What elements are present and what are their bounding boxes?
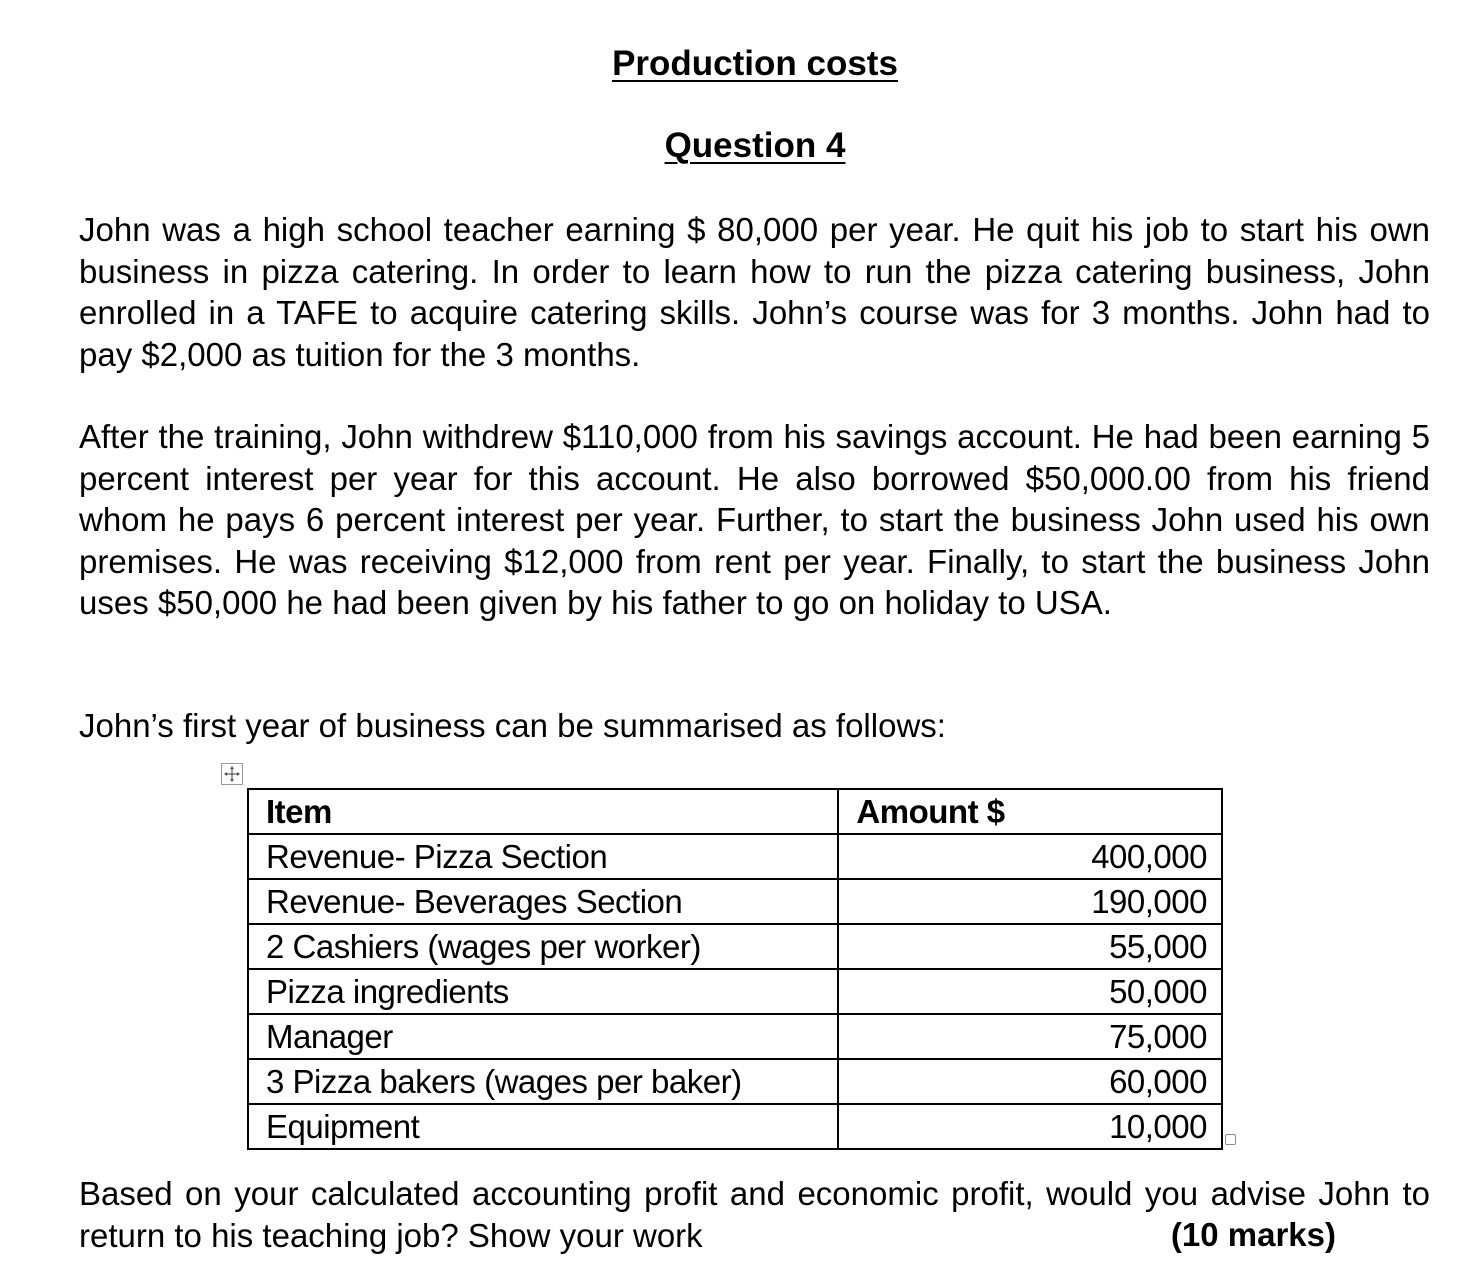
cell-amount: 75,000 [838,1014,1222,1059]
table-row [248,834,1222,879]
cell-item: 2 Cashiers (wages per worker) [248,924,838,969]
paragraph-background: John was a high school teacher earning $ 80,000 per year. He quit his job to start his own business in pizza catering. In order to learn how to run the pizza catering business, John enrolled in a TAFE to acquire catering skills. John’s course was for 3 months. John had to pay $2,000 as tuition for the 3 months. [79,211,1430,373]
cell-amount: 400,000 [838,834,1222,879]
cell-item: Equipment [248,1104,838,1149]
header-amount: Amount $ [838,789,1222,834]
table-resize-handle[interactable] [1225,1134,1236,1145]
paragraph-question: Based on your calculated accounting profit and economic profit, would you advise John to return to his teaching job? Show your work [79,1175,1430,1254]
cell-amount: 55,000 [838,924,1222,969]
cell-item: 3 Pizza bakers (wages per baker) [248,1059,838,1104]
paragraph-summary-intro: John’s first year of business can be summarised as follows: [79,707,946,744]
header-item: Item [248,789,838,834]
table-row [248,1059,1222,1104]
cell-item: Revenue- Pizza Section [248,834,838,879]
cell-amount: 190,000 [838,879,1222,924]
table-row [248,924,1222,969]
question-heading: Question 4 [664,126,846,165]
cell-item: Manager [248,1014,838,1059]
table-body [248,834,1222,1149]
document-title: Production costs [612,44,898,83]
cell-item: Revenue- Beverages Section [248,879,838,924]
marks-label: (10 marks) [1170,1216,1336,1253]
cell-amount: 60,000 [838,1059,1222,1104]
business-summary-table [247,788,1223,1150]
table-row [248,1104,1222,1149]
table-row [248,1014,1222,1059]
paragraph-financing: After the training, John withdrew $110,000 from his savings account. He had been earning 5 percent interest per year for this account. He also borrowed $50,000.00 from his friend whom he pays 6 percent interest per year. Further, to start the business John used his own premises. He was receiving $12,000 from rent per year. Finally, to start the business John uses $50,000 he had been given by his father to go on holiday to USA. [79,418,1430,621]
table-move-handle-icon[interactable] [221,763,243,785]
cell-amount: 50,000 [838,969,1222,1014]
table-row [248,969,1222,1014]
table-header-row [248,789,1222,834]
cell-amount: 10,000 [838,1104,1222,1149]
cell-item: Pizza ingredients [248,969,838,1014]
table-row [248,879,1222,924]
